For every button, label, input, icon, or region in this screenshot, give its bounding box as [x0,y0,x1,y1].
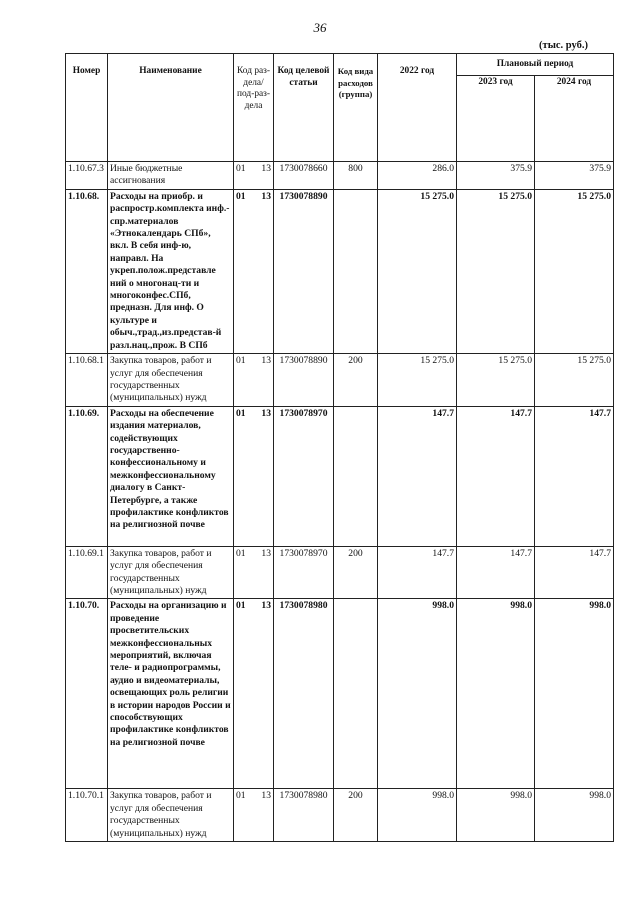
cell-number: 1.10.68.1 [66,354,108,407]
subsection-code: 13 [261,600,271,612]
cell-2024: 147.7 [535,406,614,546]
cell-2022: 15 275.0 [378,189,457,353]
header-planning-period: Плановый период [457,54,614,76]
cell-number: 1.10.70. [66,599,108,789]
header-name: Наименование [108,54,234,162]
cell-section [234,599,274,789]
cell-target: 1730078890 [274,354,334,407]
cell-target: 1730078980 [274,599,334,789]
cell-target: 1730078660 [274,162,334,190]
cell-2022: 15 275.0 [378,354,457,407]
table-body [66,162,614,842]
cell-expense-type: 800 [334,162,378,190]
cell-2024: 15 275.0 [535,354,614,407]
cell-number: 1.10.69. [66,406,108,546]
table-header-row [66,54,614,76]
cell-2022: 998.0 [378,599,457,789]
cell-name: Расходы на обеспечение издания материалов, содействующих государственно-конфессиональному и межконфессиональному диалогу в Санкт-Петербурге, а также профилактике конфликтов на религиозной почве [108,406,234,546]
units-label: (тыс. руб.) [539,40,588,51]
cell-number: 1.10.70.1 [66,789,108,842]
budget-table [65,53,614,842]
cell-2024: 375.9 [535,162,614,190]
subsection-code: 13 [261,547,271,559]
cell-2023: 147.7 [457,406,535,546]
table-row [66,599,614,789]
cell-expense-type [334,189,378,353]
cell-2023: 15 275.0 [457,189,535,353]
cell-2024: 998.0 [535,599,614,789]
cell-expense-type [334,599,378,789]
page-number: 36 [313,20,327,35]
cell-section [234,406,274,546]
section-code: 01 [236,547,246,559]
cell-name: Расходы на организацию и проведение просветительских межконфессиональных мероприятий, включая теле- и радиопрограммы, аудио и видеоматериалы, освещающих роль религии в истории народов России и способствующих профилактике конфликтов на религиозной почве [108,599,234,789]
cell-2023: 998.0 [457,599,535,789]
cell-2024: 15 275.0 [535,189,614,353]
subsection-code: 13 [261,190,271,202]
header-target: Код целевой статьи [274,54,334,162]
table-row [66,354,614,407]
table-row [66,162,614,190]
subsection-code: 13 [261,407,271,419]
table-row [66,189,614,353]
cell-expense-type [334,406,378,546]
header-expense-type: Код вида расходов (группа) [334,54,378,162]
cell-expense-type: 200 [334,789,378,842]
cell-target: 1730078970 [274,406,334,546]
cell-target: 1730078970 [274,546,334,599]
cell-2022: 147.7 [378,546,457,599]
cell-number: 1.10.69.1 [66,546,108,599]
cell-2023: 147.7 [457,546,535,599]
cell-target: 1730078890 [274,189,334,353]
table-row [66,406,614,546]
subsection-code: 13 [261,355,271,367]
cell-2022: 147.7 [378,406,457,546]
cell-section [234,162,274,190]
cell-2023: 998.0 [457,789,535,842]
table-row [66,546,614,599]
section-code: 01 [236,790,246,802]
cell-number: 1.10.68. [66,189,108,353]
cell-number: 1.10.67.3 [66,162,108,190]
section-code: 01 [236,407,246,419]
cell-target: 1730078980 [274,789,334,842]
cell-expense-type: 200 [334,354,378,407]
header-year-2024: 2024 год [535,76,614,162]
cell-name: Иные бюджетные ассигнования [108,162,234,190]
header-year-2023: 2023 год [457,76,535,162]
cell-2023: 15 275.0 [457,354,535,407]
header-year-2022: 2022 год [378,54,457,162]
cell-section [234,354,274,407]
cell-2024: 147.7 [535,546,614,599]
subsection-code: 13 [261,163,271,174]
table-row [66,789,614,842]
cell-name: Закупка товаров, работ и услуг для обеспечения государственных (муниципальных) нужд [108,546,234,599]
section-code: 01 [236,163,246,174]
section-code: 01 [236,600,246,612]
header-number: Номер [66,54,108,162]
section-code: 01 [236,190,246,202]
cell-name: Закупка товаров, работ и услуг для обеспечения государственных (муниципальных) нужд [108,354,234,407]
section-code: 01 [236,355,246,367]
cell-2022: 998.0 [378,789,457,842]
cell-2024: 998.0 [535,789,614,842]
cell-name: Расходы на приобр. и распростр.комплекта инф.-спр.материалов «Этнокалендарь СПб», вкл. В себя инф-ю, направл. На укреп.полож.представле ний о многонац-ти и многоконфес.СПб, предназн. Для инф. О культуре и обыч.,трад.,из.представ-й разл.нац.,прож. В СПб [108,189,234,353]
cell-section [234,189,274,353]
cell-name: Закупка товаров, работ и услуг для обеспечения государственных (муниципальных) нужд [108,789,234,842]
cell-section [234,546,274,599]
cell-section [234,789,274,842]
cell-2022: 286.0 [378,162,457,190]
subsection-code: 13 [261,790,271,802]
cell-2023: 375.9 [457,162,535,190]
cell-expense-type: 200 [334,546,378,599]
header-section: Код раз-дела/ под-раз-дела [234,54,274,162]
